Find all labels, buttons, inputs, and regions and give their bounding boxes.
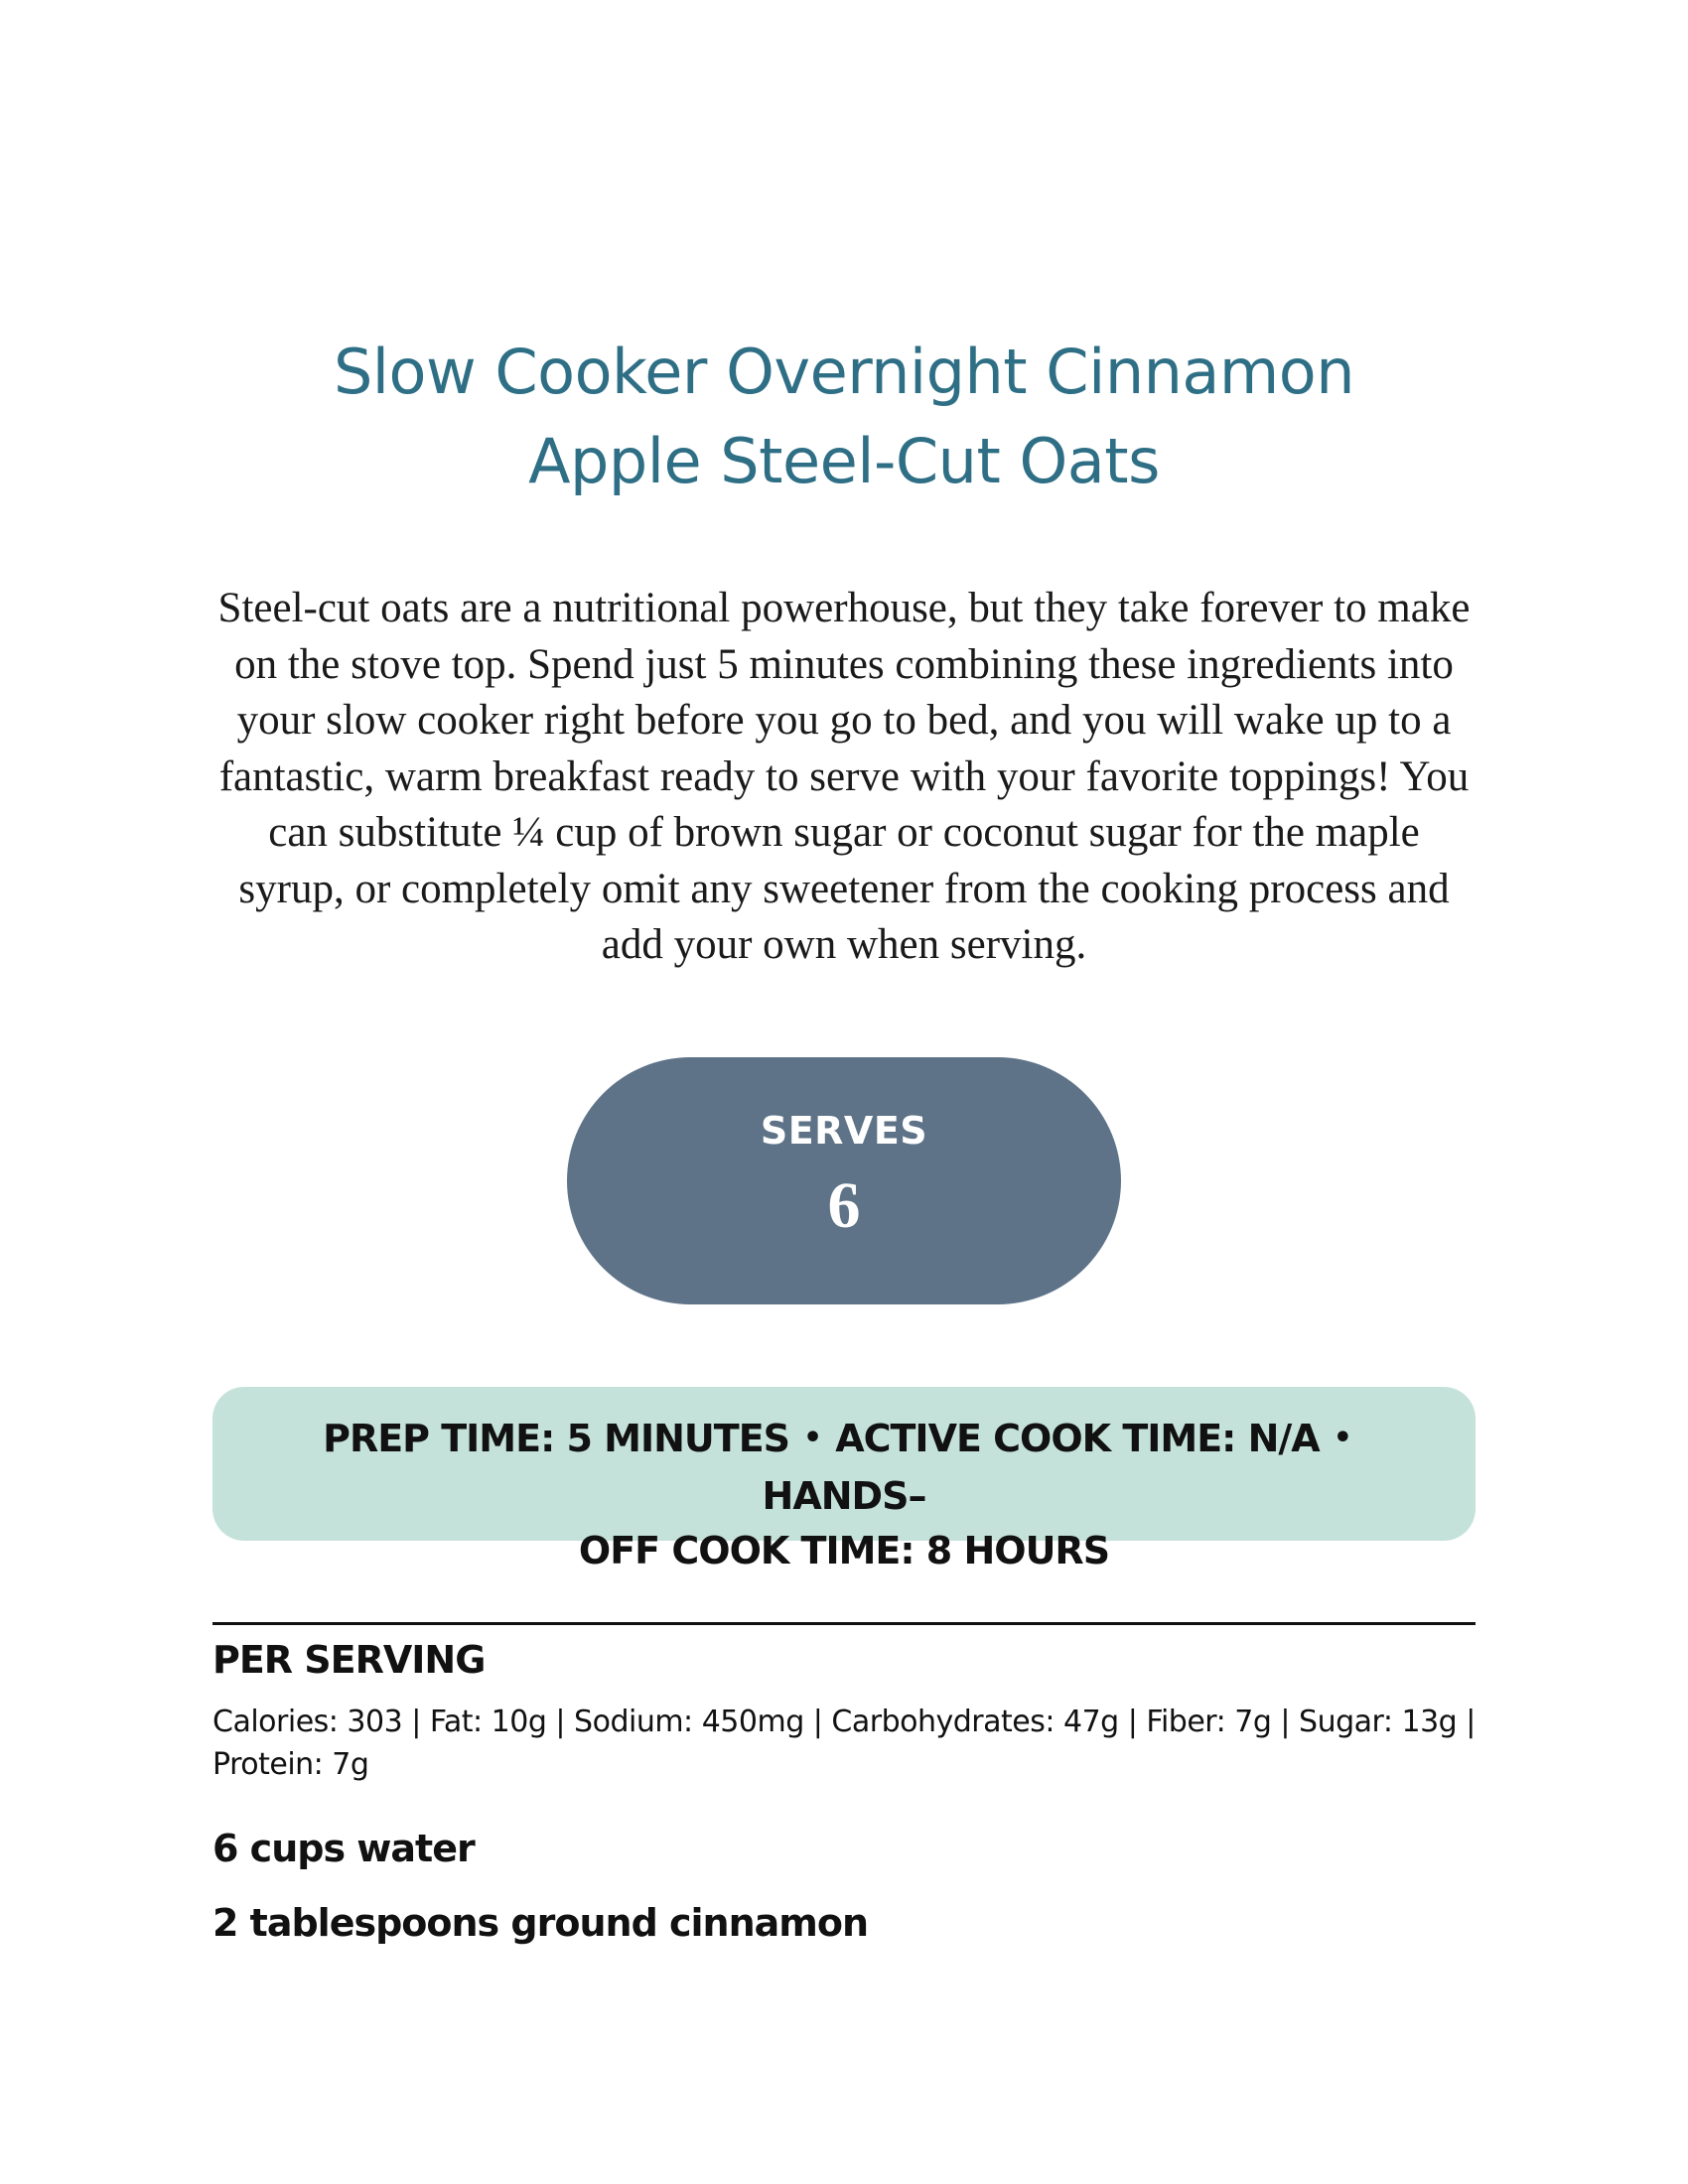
recipe-title-line-2: Apple Steel-Cut Oats [528,425,1160,497]
hands-off-time-part-2: OFF COOK TIME: 8 HOURS [578,1529,1110,1572]
serves-label: SERVES [760,1109,928,1153]
prep-time: PREP TIME: 5 MINUTES [323,1417,790,1460]
separator-dot: • [803,1421,822,1455]
section-divider [212,1622,1476,1625]
active-cook-time: ACTIVE COOK TIME: N/A [835,1417,1320,1460]
recipe-title-line-1: Slow Cooker Overnight Cinnamon [333,336,1355,408]
ingredient-item: 6 cups water [212,1827,475,1870]
nutrition-facts: Calories: 303 | Fat: 10g | Sodium: 450mg | Carbohydrates: 47g | Fiber: 7g | Sugar: 13g | Protein: 7g [212,1705,1476,1782]
separator-dot: • [1333,1421,1351,1455]
hands-off-time-part-1: HANDS– [762,1474,926,1518]
cook-times-box [212,1387,1476,1572]
per-serving-heading: PER SERVING [212,1638,486,1682]
ingredient-item: 2 tablespoons ground cinnamon [212,1901,869,1945]
recipe-title [248,328,1440,506]
serves-badge [567,1057,1121,1304]
serves-value: 6 [827,1169,861,1242]
recipe-intro: Steel-cut oats are a nutritional powerhouse, but they take forever to make on the stove top. Spend just 5 minutes combining these ingredients into your slow cooker right before you go to bed, and you will wake up to a fantastic, warm breakfast ready to serve with your favorite toppings! You can substitute ¼ cup of brown sugar or coconut sugar for the maple syrup, or completely omit any sweetener from the cooking process and add your own when serving. [217,585,1471,968]
